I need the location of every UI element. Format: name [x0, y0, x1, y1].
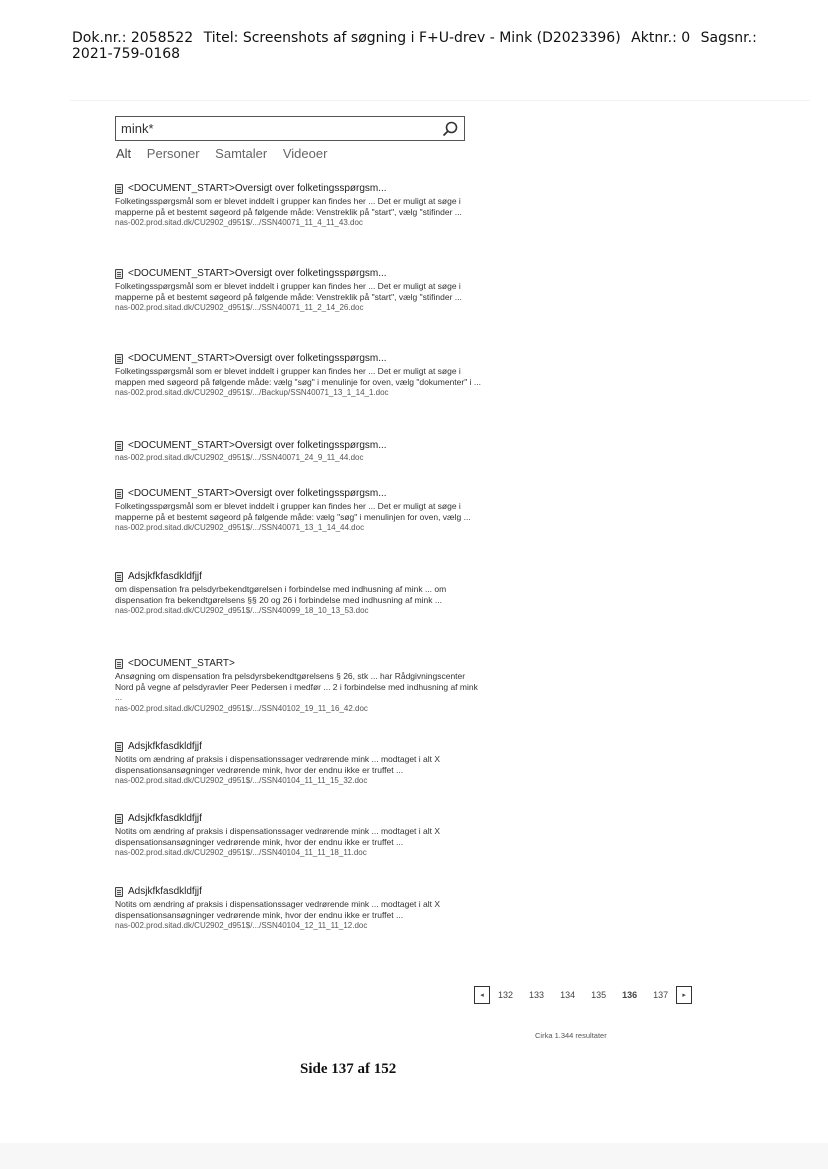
result-title[interactable]: <DOCUMENT_START>Oversigt over folketingsspørgsm...: [128, 488, 387, 499]
document-header: [72, 30, 792, 62]
result-url: nas-002.prod.sitad.dk/CU2902_d951$/.../SSN40071_11_4_11_43.doc: [115, 218, 363, 227]
result-title[interactable]: <DOCUMENT_START>Oversigt over folketingsspørgsm...: [128, 440, 387, 451]
result-title[interactable]: Adsjkfkfasdkldfjjf: [128, 813, 202, 824]
search-result[interactable]: [115, 182, 485, 228]
result-snippet: Notits om ændring af praksis i dispensationssager vedrørende mink ... modtaget i alt X dispensationsansøgninger vedrørende mink, hvor der endnu ikke er truffet ...: [115, 754, 441, 775]
sags-number: Sagsnr.: 2021-759-0168: [72, 30, 757, 62]
tab-videoer[interactable]: Videoer: [282, 146, 328, 161]
next-page-button[interactable]: ▸: [676, 986, 692, 1004]
result-url: nas-002.prod.sitad.dk/CU2902_d951$/.../SSN40071_11_2_14_26.doc: [115, 303, 364, 312]
document-icon: [115, 441, 123, 451]
result-snippet: Folketingsspørgsmål som er blevet inddelt i grupper kan findes her ... Det er muligt at søge i mapperne på et bestemt søgeord på følgende måde: Venstreklik på "start", vælg "stifinder ...: [115, 281, 462, 302]
document-icon: [115, 489, 123, 499]
result-url: nas-002.prod.sitad.dk/CU2902_d951$/.../SSN40104_11_11_18_11.doc: [115, 848, 367, 857]
result-snippet: Notits om ændring af praksis i dispensationssager vedrørende mink ... modtaget i alt X dispensationsansøgninger vedrørende mink, hvor der endnu ikke er truffet ...: [115, 826, 441, 847]
doc-title: Titel: Screenshots af søgning i F+U-drev - Mink (D2023396): [203, 30, 621, 46]
page-link-134[interactable]: 134: [560, 990, 576, 1000]
search-tabs: [116, 146, 339, 161]
result-snippet: Notits om ændring af praksis i dispensationssager vedrørende mink ... modtaget i alt X dispensationsansøgninger vedrørende mink, hvor der endnu ikke er truffet ...: [115, 899, 441, 920]
result-snippet: Folketingsspørgsmål som er blevet inddelt i grupper kan findes her ... Det er muligt at søge i mapperne på et bestemt søgeord på følgende måde: vælg "søg" i menulinjen for oven, vælg ...: [115, 501, 471, 522]
result-url: nas-002.prod.sitad.dk/CU2902_d951$/.../SSN40104_11_11_15_32.doc: [115, 776, 368, 785]
document-icon: [115, 269, 123, 279]
search-result[interactable]: [115, 740, 485, 786]
search-result[interactable]: [115, 812, 485, 858]
akt-number: Aktnr.: 0: [631, 30, 691, 46]
result-url: nas-002.prod.sitad.dk/CU2902_d951$/.../Backup/SSN40071_13_1_14_1.doc: [115, 388, 389, 397]
document-icon: [115, 354, 123, 364]
pagination: [474, 985, 692, 1005]
search-result[interactable]: [115, 439, 485, 463]
result-url: nas-002.prod.sitad.dk/CU2902_d951$/.../SSN40099_18_10_13_53.doc: [115, 606, 369, 615]
result-url: nas-002.prod.sitad.dk/CU2902_d951$/.../SSN40071_13_1_14_44.doc: [115, 523, 365, 532]
page-link-132[interactable]: 132: [498, 990, 514, 1000]
result-title[interactable]: Adsjkfkfasdkldfjjf: [128, 741, 202, 752]
document-icon: [115, 814, 123, 824]
document-icon: [115, 659, 123, 669]
result-snippet: Folketingsspørgsmål som er blevet inddelt i grupper kan findes her ... Det er muligt at søge i mapperne på et bestemt søgeord på følgende måde: Venstreklik på "start", vælg "stifinder ...: [115, 196, 462, 217]
search-result[interactable]: [115, 487, 485, 533]
document-icon: [115, 887, 123, 897]
page-number-footer: Side 137 af 152: [300, 1061, 397, 1077]
tab-alt[interactable]: Alt: [116, 146, 132, 161]
doc-number: Dok.nr.: 2058522: [72, 30, 194, 46]
result-title[interactable]: Adsjkfkfasdkldfjjf: [128, 571, 202, 582]
search-input[interactable]: [121, 120, 421, 137]
result-title[interactable]: Adsjkfkfasdkldfjjf: [128, 886, 202, 897]
search-result[interactable]: [115, 657, 485, 714]
page-link-137[interactable]: 137: [653, 990, 669, 1000]
result-url: nas-002.prod.sitad.dk/CU2902_d951$/.../SSN40104_12_11_11_12.doc: [115, 921, 368, 930]
scan-bottom-strip: [0, 1143, 828, 1169]
result-snippet: Folketingsspørgsmål som er blevet inddelt i grupper kan findes her ... Det er muligt at søge i mappen med søgeord på følgende måde: vælg "søg" i menulinje for oven, vælg "dokumenter" i ...: [115, 366, 481, 387]
result-title[interactable]: <DOCUMENT_START>: [128, 658, 235, 669]
result-snippet: om dispensation fra pelsdyrbekendtgørelsen i forbindelse med indhusning af mink ... om dispensation fra bekendtgørelsens §§ 20 og 26 i forbindelse med indhusning af mink ...: [115, 584, 447, 605]
tab-personer[interactable]: Personer: [146, 146, 200, 161]
result-snippet: Ansøgning om dispensation fra pelsdyrsbekendtgørelsens § 26, stk ... har Rådgivningscenter Nord på vegne af pelsdyravler Peer Pedersen i medfør ... 2 i forbindelse med indhusning af mink ...: [115, 671, 478, 702]
document-icon: [115, 742, 123, 752]
result-count: Cirka 1.344 resultater: [535, 1031, 607, 1040]
search-icon[interactable]: [441, 120, 459, 138]
search-result[interactable]: [115, 267, 485, 313]
search-box[interactable]: [115, 116, 465, 141]
search-result[interactable]: [115, 885, 485, 931]
page-link-135[interactable]: 135: [591, 990, 607, 1000]
scan-artifact-line: [70, 100, 810, 101]
page-link-133[interactable]: 133: [529, 990, 545, 1000]
result-title[interactable]: <DOCUMENT_START>Oversigt over folketingsspørgsm...: [128, 268, 387, 279]
result-url: nas-002.prod.sitad.dk/CU2902_d951$/.../SSN40071_24_9_11_44.doc: [115, 453, 364, 462]
page-link-136-current[interactable]: 136: [622, 990, 638, 1000]
search-result[interactable]: [115, 570, 485, 616]
result-title[interactable]: <DOCUMENT_START>Oversigt over folketingsspørgsm...: [128, 353, 387, 364]
tab-samtaler[interactable]: Samtaler: [215, 146, 268, 161]
prev-page-button[interactable]: ◂: [474, 986, 490, 1004]
document-icon: [115, 184, 123, 194]
result-title[interactable]: <DOCUMENT_START>Oversigt over folketingsspørgsm...: [128, 183, 387, 194]
search-result[interactable]: [115, 352, 485, 398]
result-url: nas-002.prod.sitad.dk/CU2902_d951$/.../SSN40102_19_11_16_42.doc: [115, 703, 368, 713]
document-icon: [115, 572, 123, 582]
